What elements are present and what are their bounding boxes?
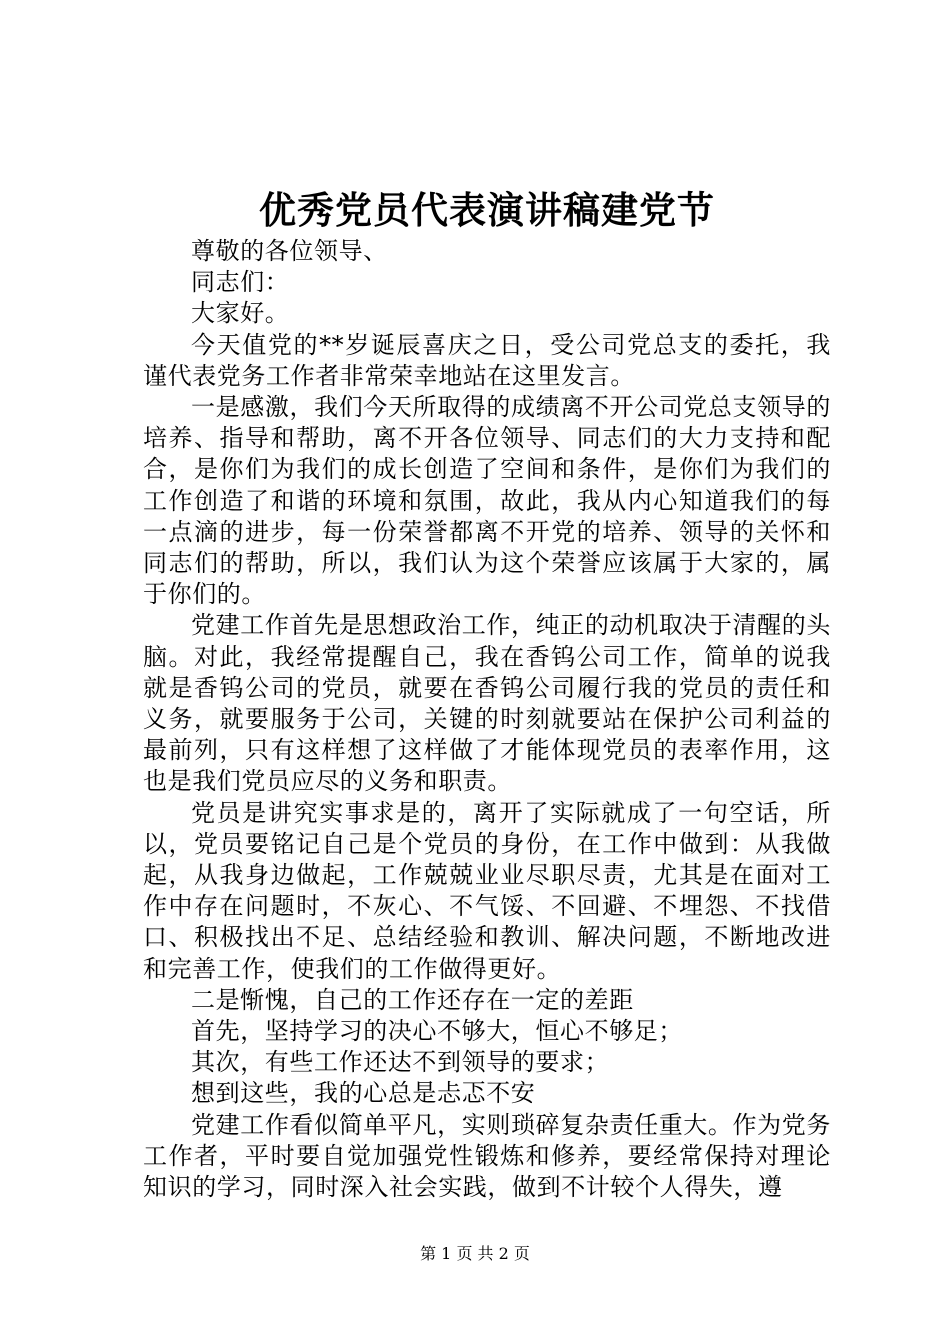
paragraph: 想到这些，我的心总是忐忑不安 — [191, 1079, 536, 1108]
paragraph: 其次，有些工作还达不到领导的要求； — [191, 1048, 610, 1077]
paragraph: 今天值党的**岁诞辰喜庆之日，受公司党总支的委托，我谨代表党务工作者非常荣幸地站在这里发言。 — [143, 330, 831, 390]
paragraph: 党建工作首先是思想政治工作，纯正的动机取决于清醒的头脑。对此，我经常提醒自己，我在香钨公司工作，简单的说我就是香钨公司的党员，就要在香钨公司履行我的党员的责任和义务，就要服务于公司，关键的时刻就要站在保护公司利益的最前列，只有这样想了这样做了才能体现党员的表率作用，这也是我们党员应尽的义务和职责。 — [143, 611, 831, 796]
paragraph: 首先，坚持学习的决心不够大，恒心不够足； — [191, 1017, 683, 1046]
page-number-footer: 第 1 页 共 2 页 — [420, 1244, 530, 1263]
paragraph: 一是感激，我们今天所取得的成绩离不开公司党总支领导的培养、指导和帮助，离不开各位领导、同志们的大力支持和配合，是你们为我们的成长创造了空间和条件，是你们为我们的工作创造了和谐的环境和氛围，故此，我从内心知道我们的每一点滴的进步，每一份荣誉都离不开党的培养、领导的关怀和同志们的帮助，所以，我们认为这个荣誉应该属于大家的，属于你们的。 — [143, 393, 831, 609]
paragraph-salutation-2: 同志们： — [191, 268, 290, 297]
paragraph: 二是惭愧，自己的工作还存在一定的差距 — [191, 985, 634, 1014]
paragraph: 党员是讲究实事求是的，离开了实际就成了一句空话，所以，党员要铭记自己是个党员的身份，在工作中做到：从我做起，从我身边做起，工作兢兢业业尽职尽责，尤其是在面对工作中存在问题时，不灰心、不气馁、不回避、不埋怨、不找借口、积极找出不足、总结经验和教训、解决问题，不断地改进和完善工作，使我们的工作做得更好。 — [143, 798, 831, 983]
document-title: 优秀党员代表演讲稿建党节 — [259, 188, 715, 232]
paragraph-greeting: 大家好。 — [191, 299, 290, 328]
paragraph-salutation-1: 尊敬的各位领导、 — [191, 237, 388, 265]
paragraph: 党建工作看似简单平凡，实则琐碎复杂责任重大。作为党务工作者，平时要自觉加强党性锻炼和修养，要经常保持对理论知识的学习，同时深入社会实践，做到不计较个人得失，遵 — [143, 1110, 831, 1202]
document-body — [143, 186, 831, 1203]
